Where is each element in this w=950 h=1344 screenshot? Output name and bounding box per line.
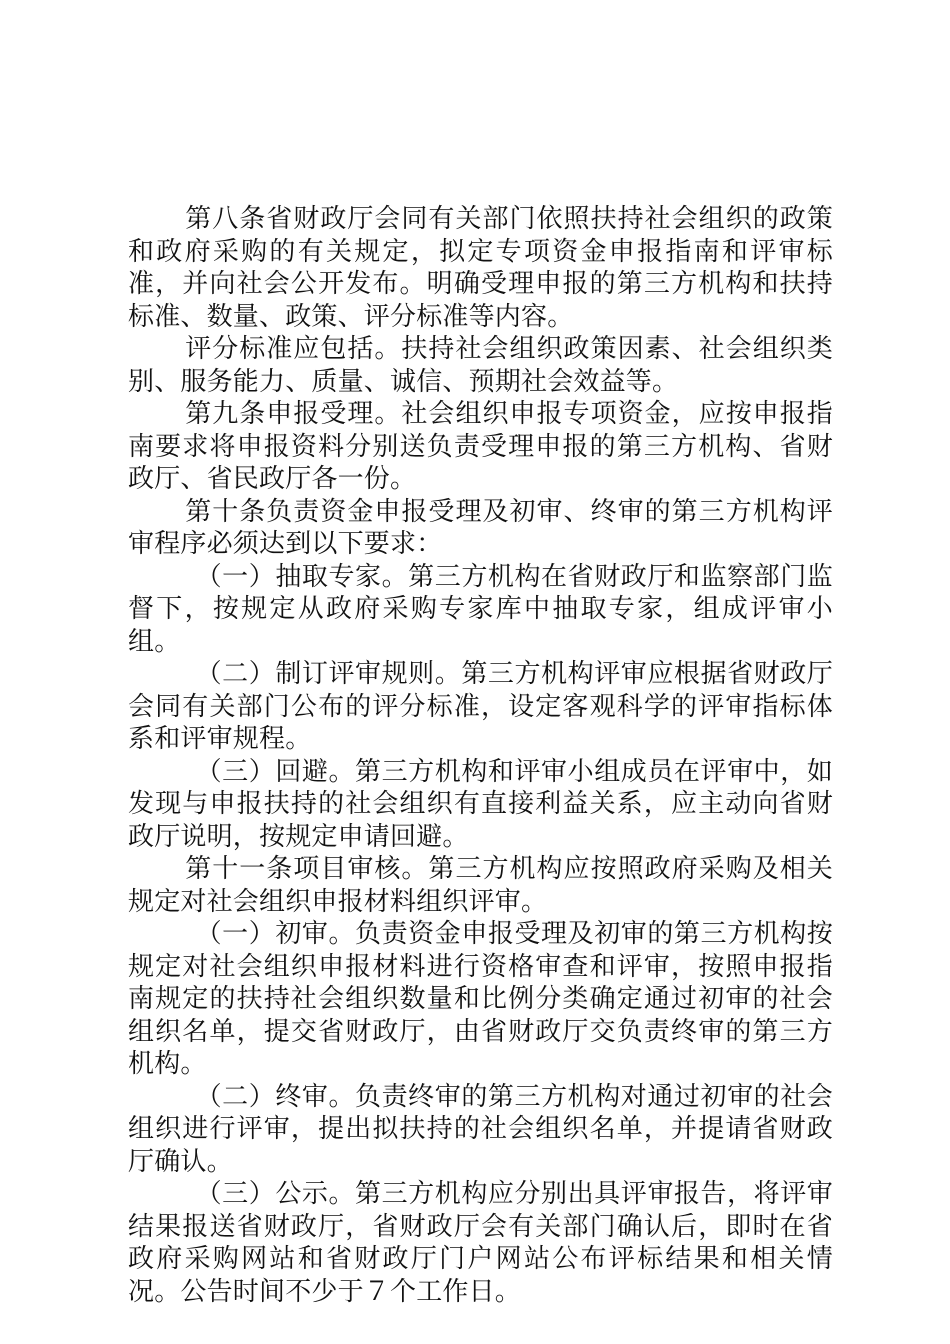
paragraph-article-11-item-2: （二）终审。负责终审的第三方机构对通过初审的社会组织进行评审，提出拟扶持的社会组织名单，并提请省财政厅确认。 [128,1081,833,1177]
document-page [128,203,833,1308]
paragraph-article-10-item-3: （三）回避。第三方机构和评审小组成员在评审中，如发现与申报扶持的社会组织有直接利益关系，应主动向省财政厅说明，按规定申请回避。 [128,756,833,852]
paragraph-article-10-item-2: （二）制订评审规则。第三方机构评审应根据省财政厅会同有关部门公布的评分标准，设定客观科学的评审指标体系和评审规程。 [128,659,833,754]
paragraph-article-11-item-1: （一）初审。负责资金申报受理及初审的第三方机构按规定对社会组织申报材料进行资格审查和评审，按照申报指南规定的扶持社会组织数量和比例分类确定通过初审的社会组织名单，提交省财政厅，由省财政厅交负责终审的第三方机构。 [128,919,833,1079]
paragraph-article-8: 第八条省财政厅会同有关部门依照扶持社会组织的政策和政府采购的有关规定，拟定专项资金申报指南和评审标准，并向社会公开发布。明确受理申报的第三方机构和扶持标准、数量、政策、评分标准等内容。 [128,204,833,332]
paragraph-article-9: 第九条申报受理。社会组织申报专项资金，应按申报指南要求将申报资料分别送负责受理申报的第三方机构、省财政厅、省民政厅各一份。 [128,399,833,494]
paragraph-article-10-item-1: （一）抽取专家。第三方机构在省财政厅和监察部门监督下，按规定从政府采购专家库中抽取专家，组成评审小组。 [128,561,833,657]
paragraph-scoring-standard: 评分标准应包括。扶持社会组织政策因素、社会组织类别、服务能力、质量、诚信、预期社会效益等。 [128,334,833,397]
paragraph-article-11: 第十一条项目审核。第三方机构应按照政府采购及相关规定对社会组织申报材料组织评审。 [128,854,833,917]
paragraph-article-10: 第十条负责资金申报受理及初审、终审的第三方机构评审程序必须达到以下要求： [128,496,833,559]
paragraph-article-11-item-3: （三）公示。第三方机构应分别出具评审报告，将评审结果报送省财政厅，省财政厅会有关部门确认后，即时在省政府采购网站和省财政厅门户网站公布评标结果和相关情况。公告时间不少于７个工作日。 [128,1179,833,1307]
